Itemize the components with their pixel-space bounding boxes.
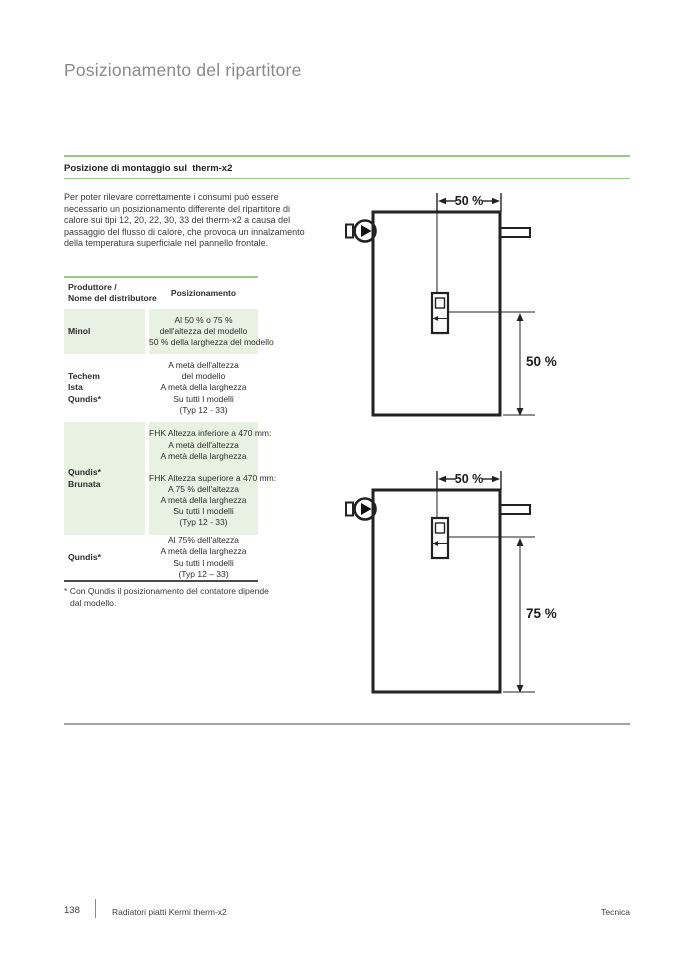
height-dimension: [503, 313, 557, 416]
width-dimension: [437, 193, 501, 212]
table-row: [64, 422, 277, 535]
intro-line: Per poter rilevare correttamente i consumi può essere: [64, 192, 279, 202]
height-dimension-label: 50 %: [526, 354, 557, 369]
table-row: [64, 354, 258, 422]
width-dimension-label: 50 %: [454, 194, 484, 208]
producer-cell: Qundis* Brunata: [64, 422, 145, 535]
positioning-cell: Al 50 % o 75 % dell'altezza del modello 50 % della larghezza del modello: [149, 309, 258, 354]
table-row: [64, 535, 258, 580]
height-dimension-label: 75 %: [526, 606, 557, 621]
page-title: Posizionamento del ripartitore: [64, 60, 302, 80]
green-rule-top: [64, 155, 630, 157]
heat-cost-allocator: [432, 293, 448, 333]
height-dimension: [503, 538, 557, 693]
intro-line: necessario un posizionamento differente del ripartitore di: [64, 203, 290, 214]
positioning-cell: FHK Altezza inferiore a 470 mm: A metà dell'altezza A metà della larghezza FHK Altezza superiore a 470 mm: A 75 % dell'altezza A metà della larghezza Su tutti I modelli (Typ 12 - 33): [149, 422, 258, 535]
footer-section-name: Tecnica: [601, 907, 630, 917]
positioning-cell: Al 75% dell'altezza A metà della larghezza Su tutti I modelli (Typ 12 – 33): [160, 535, 247, 579]
intro-line: passaggio del flusso di calore, che provoca un innalzamento: [64, 226, 305, 237]
producer-cell: Techem Ista Qundis*: [68, 370, 101, 404]
heat-cost-allocator: [432, 518, 448, 558]
table-header-producer: Produttore / Nome del distributore: [68, 282, 157, 304]
table-header-positioning: Posizionamento: [170, 287, 237, 298]
width-dimension: [437, 471, 501, 490]
width-dimension-label: 50 %: [454, 472, 484, 486]
bottom-rule: [64, 723, 630, 725]
producer-cell: Qundis*: [68, 551, 101, 562]
footer-divider: [95, 899, 96, 918]
producer-cell: Minol: [64, 309, 145, 354]
valve-icon: [346, 221, 376, 242]
radiator-panel: [373, 490, 500, 692]
page-number: 138: [64, 905, 80, 916]
table-bottom-rule: [64, 580, 258, 582]
intro-paragraph: [64, 192, 305, 250]
diagram-allocator-50: [330, 185, 640, 425]
footer-doc-title: Radiatori piatti Kermi therm-x2: [112, 907, 227, 917]
outlet-pipe: [500, 228, 530, 237]
valve-icon: [346, 499, 376, 520]
section-header: Posizione di montaggio sul therm-x2: [64, 163, 233, 174]
diagram-allocator-75: [330, 450, 640, 710]
table-row: [64, 309, 274, 354]
intro-line: della temperatura superficiale nel pannello frontale.: [64, 238, 269, 249]
footnote: * Con Qundis il posizionamento del contatore dipende dal modello.: [64, 586, 269, 608]
outlet-pipe: [500, 505, 530, 514]
green-rule-under-header: [64, 178, 630, 179]
intro-line: calore sui tipi 12, 20, 22, 30, 33 dei therm-x2 a causa del: [64, 215, 291, 226]
positioning-table: [64, 276, 277, 582]
table-header-row: [64, 278, 258, 309]
positioning-cell: A metà dell'altezza del modello A metà della larghezza Su tutti I modelli (Typ 12 - 33): [160, 359, 247, 415]
